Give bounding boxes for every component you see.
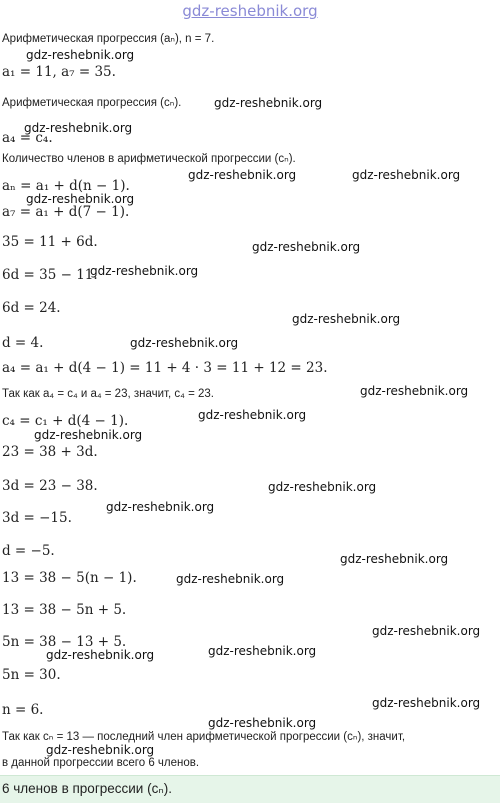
watermark-text: gdz-reshebnik.org — [26, 192, 135, 206]
solution-line-25: в данной прогрессии всего 6 членов. — [2, 757, 200, 769]
watermark-text: gdz-reshebnik.org — [252, 240, 361, 254]
watermark-text: gdz-reshebnik.org — [90, 264, 199, 278]
solution-line-23: n = 6. — [2, 702, 44, 718]
watermark-text: gdz-reshebnik.org — [340, 552, 449, 566]
solution-line-6: aₙ = a₁ + d(n − 1). — [2, 178, 130, 194]
watermark-text: gdz-reshebnik.org — [292, 312, 401, 326]
watermark-text: gdz-reshebnik.org — [352, 168, 461, 182]
watermark-text: gdz-reshebnik.org — [106, 500, 215, 514]
watermark-text: gdz-reshebnik.org — [26, 48, 135, 62]
watermark-text: gdz-reshebnik.org — [24, 121, 133, 135]
watermark-text: gdz-reshebnik.org — [46, 648, 155, 662]
watermark-text: gdz-reshebnik.org — [176, 572, 285, 586]
solution-line-19: 13 = 38 − 5(n − 1). — [2, 570, 137, 586]
solution-line-21: 5n = 38 − 13 + 5. — [2, 634, 127, 650]
solution-line-10: 6d = 24. — [2, 300, 61, 316]
solution-line-2: a₁ = 11, a₇ = 35. — [2, 64, 116, 80]
watermark-text: gdz-reshebnik.org — [198, 408, 307, 422]
watermark-text: gdz-reshebnik.org — [372, 696, 481, 710]
solution-line-7: a₇ = a₁ + d(7 − 1). — [2, 204, 130, 220]
solution-line-8: 35 = 11 + 6d. — [2, 234, 98, 250]
solution-line-9: 6d = 35 − 11. — [2, 267, 98, 283]
solution-line-5: Количество членов в арифметической прогрессии (cₙ). — [2, 153, 296, 165]
watermark-text: gdz-reshebnik.org — [268, 480, 377, 494]
answer-box — [0, 775, 500, 803]
solution-line-24: Так как cₙ = 13 — последний член арифметической прогрессии (cₙ), значит, — [2, 731, 406, 743]
answer-text: 6 членов в прогрессии (cₙ). — [2, 781, 172, 796]
solution-line-4: a₄ = c₄. — [2, 130, 53, 146]
watermark-text: gdz-reshebnik.org — [130, 336, 239, 350]
solution-line-22: 5n = 30. — [2, 667, 61, 683]
watermark-text: gdz-reshebnik.org — [360, 384, 469, 398]
solution-line-1: Арифметическая прогрессия (aₙ), n = 7. — [2, 33, 215, 45]
solution-line-14: c₄ = c₁ + d(4 − 1). — [2, 413, 129, 429]
watermark-text: gdz-reshebnik.org — [372, 624, 481, 638]
solution-line-16: 3d = 23 − 38. — [2, 478, 98, 494]
site-header-link[interactable]: gdz-reshebnik.org — [182, 2, 318, 20]
watermark-text: gdz-reshebnik.org — [208, 716, 317, 730]
watermark-text: gdz-reshebnik.org — [208, 644, 317, 658]
solution-line-11: d = 4. — [2, 335, 44, 351]
watermark-text: gdz-reshebnik.org — [46, 743, 155, 757]
solution-line-15: 23 = 38 + 3d. — [2, 444, 98, 460]
solution-line-18: d = −5. — [2, 543, 55, 559]
solution-line-3: Арифметическая прогрессия (cₙ). — [2, 97, 182, 109]
solution-line-12: a₄ = a₁ + d(4 − 1) = 11 + 4 · 3 = 11 + 12 = 23. — [2, 360, 328, 376]
watermark-text: gdz-reshebnik.org — [214, 96, 323, 110]
watermark-text: gdz-reshebnik.org — [188, 168, 297, 182]
solution-line-13: Так как a₄ = c₄ и a₄ = 23, значит, c₄ = 23. — [2, 388, 214, 400]
watermark-text: gdz-reshebnik.org — [34, 428, 143, 442]
solution-line-20: 13 = 38 − 5n + 5. — [2, 602, 127, 618]
solution-line-17: 3d = −15. — [2, 510, 72, 526]
